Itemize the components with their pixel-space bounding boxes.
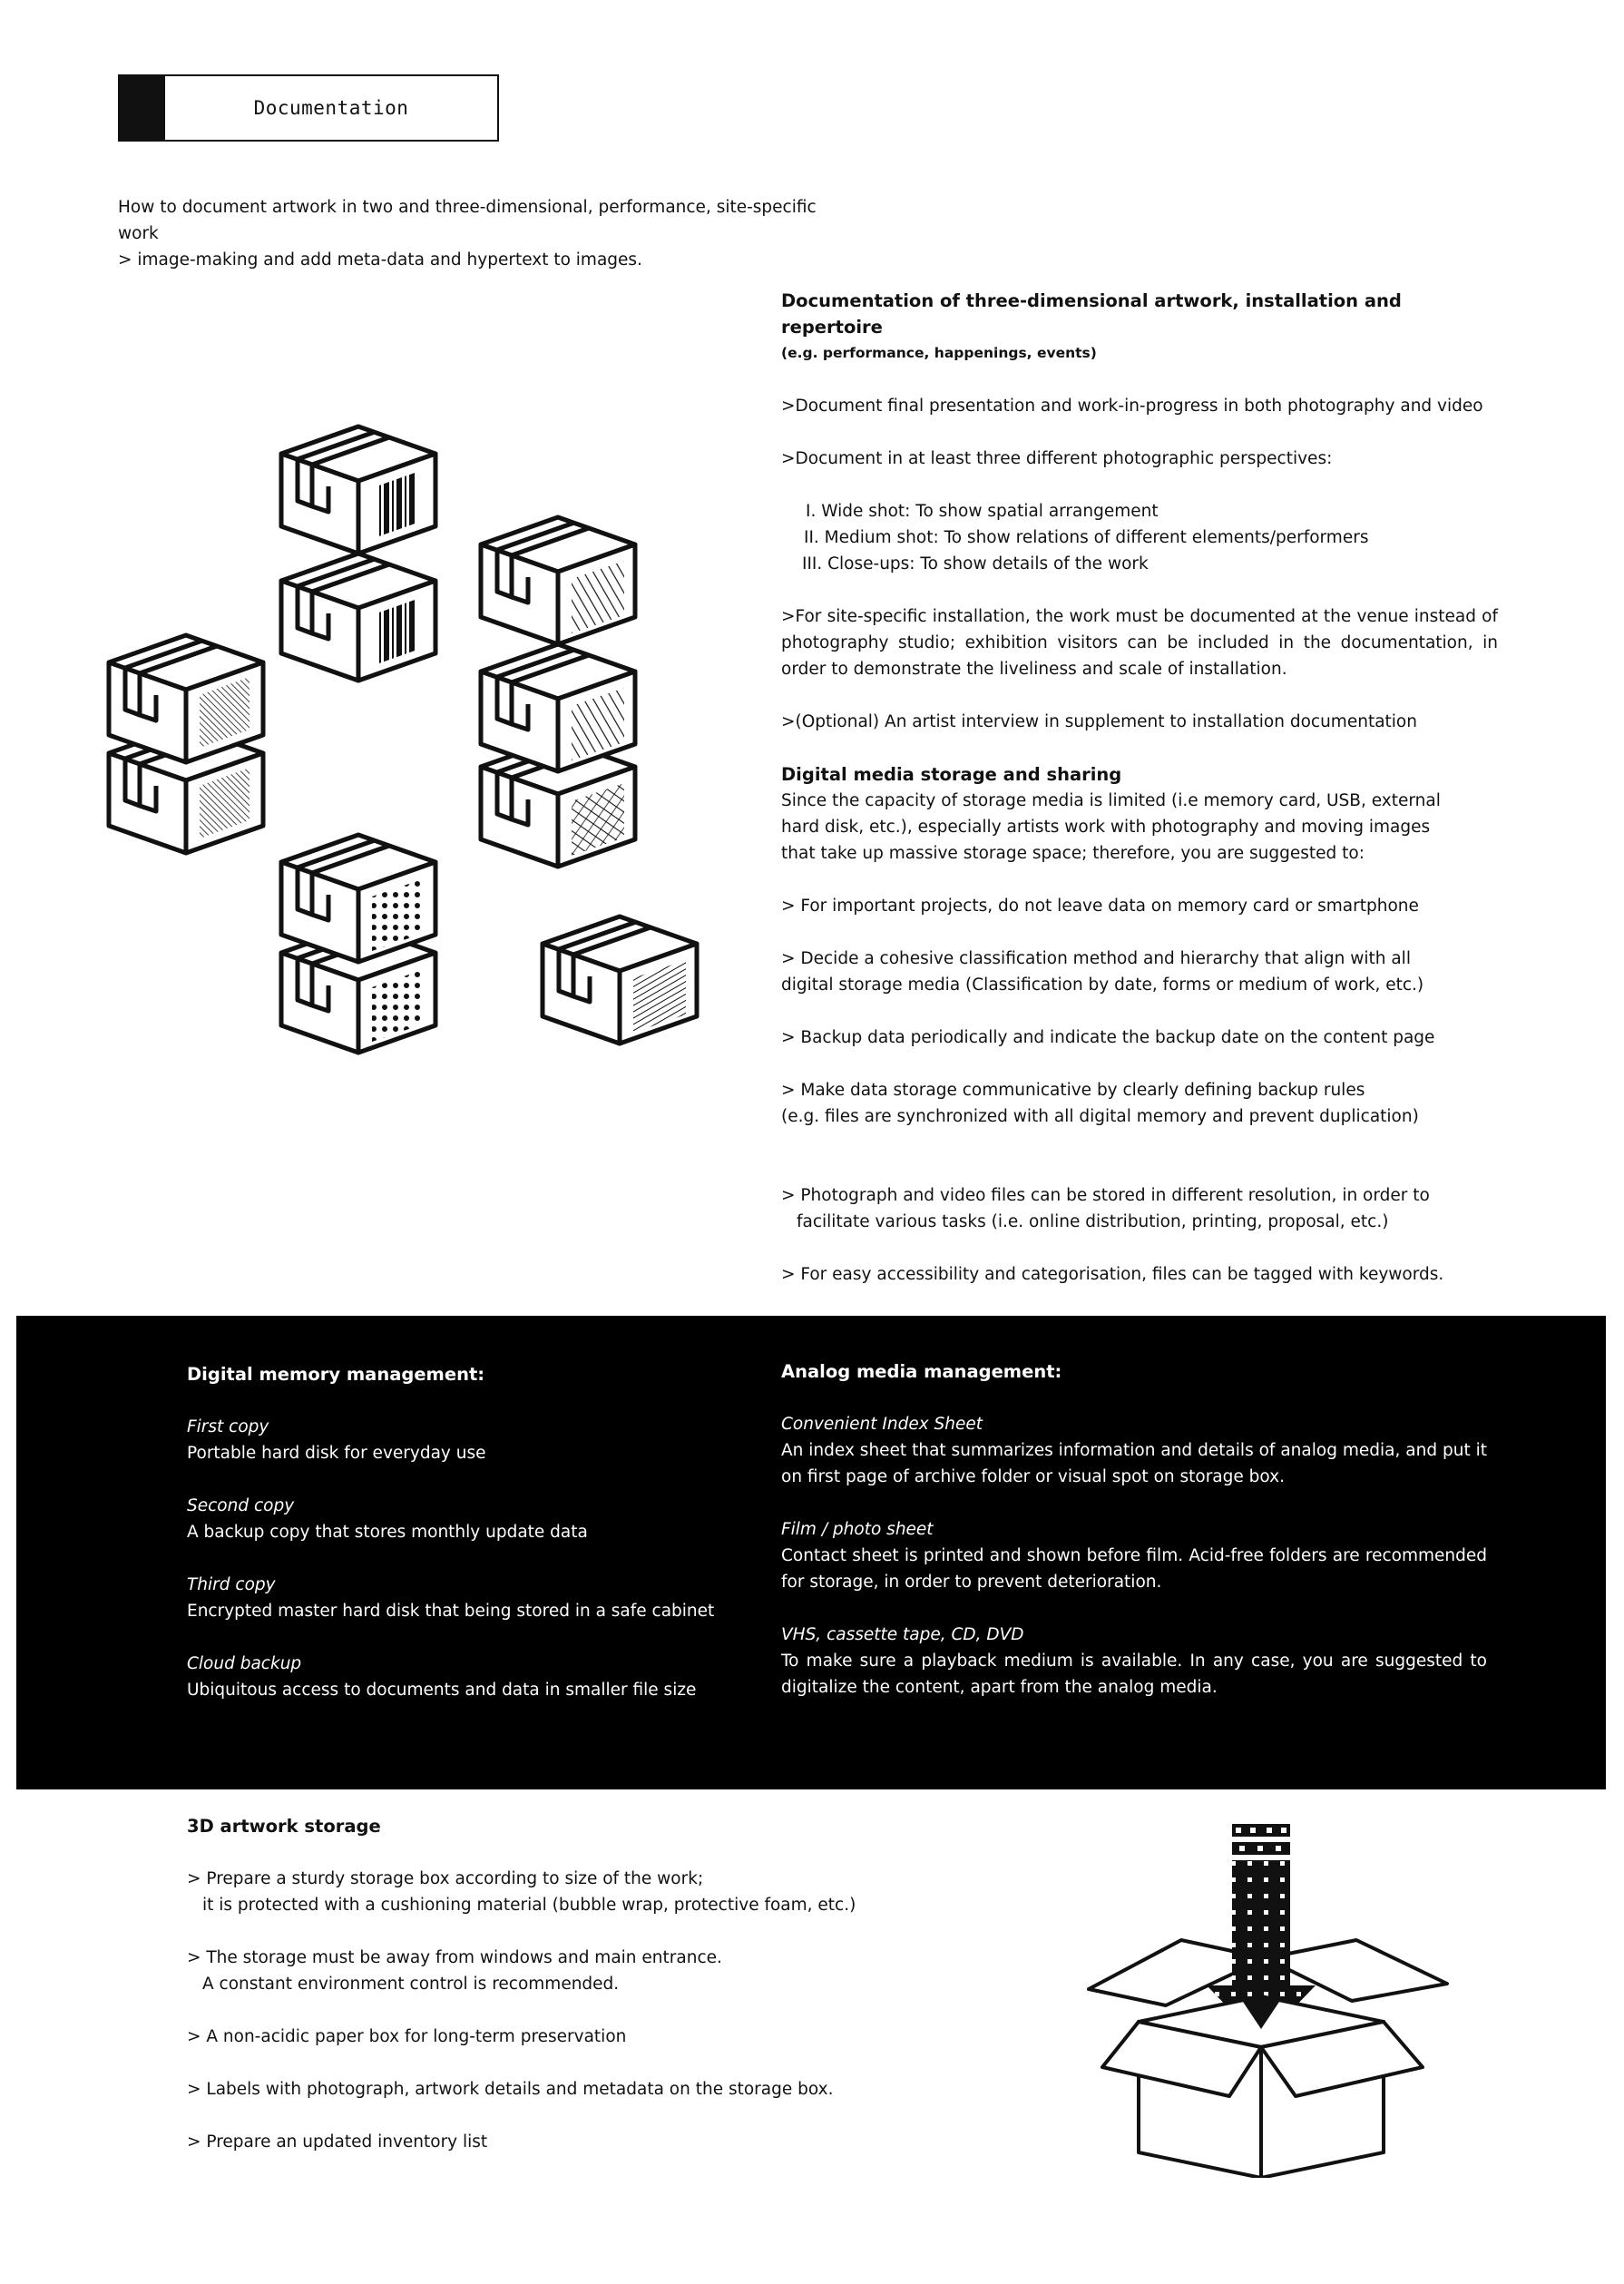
storage-point-1a: > Prepare a sturdy storage box according to size of the work; xyxy=(187,1869,704,1888)
digital-storage-intro: that take up massive storage space; therefore, you are suggested to: xyxy=(781,844,1365,863)
memory-item-desc: A backup copy that stores monthly update data xyxy=(187,1523,588,1542)
digital-storage-point-1: > For important projects, do not leave data on memory card or smartphone xyxy=(781,897,1419,916)
three-d-point-1: >Document final presentation and work-in-progress in both photography and video xyxy=(781,397,1483,416)
three-d-point-4: >(Optional) An artist interview in supplement to installation documentation xyxy=(781,712,1417,731)
memory-item-desc: Portable hard disk for everyday use xyxy=(187,1444,486,1463)
three-d-subheading: (e.g. performance, happenings, events) xyxy=(781,345,1097,361)
analog-item-title: Convenient Index Sheet xyxy=(781,1415,983,1434)
memory-item-title: Third copy xyxy=(187,1575,276,1594)
storage-point-1b: it is protected with a cushioning material (bubble wrap, protective foam, etc.) xyxy=(202,1896,856,1915)
digital-storage-point-2a: > Decide a cohesive classification method and hierarchy that align with all xyxy=(781,949,1411,968)
memory-item-desc: Ubiquitous access to documents and data in smaller file size xyxy=(187,1681,697,1700)
three-d-point-3: >For site-specific installation, the work must be documented at the venue instead of photography studio; exhibition visitors can be included in the documentation, in order to demonstrate the liveliness and scale of installation. xyxy=(781,607,1498,679)
intro-line-2: > image-making and add meta-data and hypertext to images. xyxy=(118,250,642,270)
analog-item-title: VHS, cassette tape, CD, DVD xyxy=(781,1625,1024,1644)
storage-point-4: > Labels with photograph, artwork details and metadata on the storage box. xyxy=(187,2080,834,2099)
analog-item-desc: Contact sheet is printed and shown before film. Acid-free folders are recommended for storage, in order to prevent deterioration. xyxy=(781,1546,1487,1592)
intro-text xyxy=(118,194,862,273)
shot-item: I. Wide shot: To show spatial arrangement xyxy=(806,502,1159,521)
digital-storage-intro: Since the capacity of storage media is limited (i.e memory card, USB, external xyxy=(781,791,1441,810)
memory-item-desc: Encrypted master hard disk that being stored in a safe cabinet xyxy=(187,1602,715,1621)
digital-storage-point-5b: facilitate various tasks (i.e. online distribution, printing, proposal, etc.) xyxy=(797,1212,1389,1231)
section-label xyxy=(118,74,499,142)
digital-storage-point-3: > Backup data periodically and indicate the backup date on the content page xyxy=(781,1028,1435,1047)
three-d-section xyxy=(781,288,1498,1288)
three-d-point-2: >Document in at least three different photographic perspectives: xyxy=(781,449,1333,468)
storage-3d-section xyxy=(187,1813,895,2155)
memory-item-title: Cloud backup xyxy=(187,1654,302,1673)
digital-storage-point-5a: > Photograph and video files can be stored in different resolution, in order to xyxy=(781,1186,1430,1205)
storage-point-3: > A non-acidic paper box for long-term preservation xyxy=(187,2027,627,2046)
label-black-tab xyxy=(120,76,165,140)
section-label-text: Documentation xyxy=(253,97,409,119)
digital-storage-point-2b: digital storage media (Classification by date, forms or medium of work, etc.) xyxy=(781,975,1424,995)
analog-section xyxy=(781,1358,1487,1701)
storage-point-2b: A constant environment control is recommended. xyxy=(202,1975,620,1994)
digital-storage-point-4b: (e.g. files are synchronized with all digital memory and prevent duplication) xyxy=(781,1107,1419,1126)
digital-memory-heading: Digital memory management: xyxy=(187,1364,485,1385)
analog-item-desc: To make sure a playback medium is available. In any case, you are suggested to digitalize the content, apart from the analog media. xyxy=(781,1652,1487,1697)
digital-storage-intro: hard disk, etc.), especially artists work with photography and moving images xyxy=(781,818,1431,837)
intro-line-1: How to document artwork in two and three-dimensional, performance, site-specific work xyxy=(118,198,817,243)
open-box-arrow-icon xyxy=(1080,1824,1461,2178)
analog-item-title: Film / photo sheet xyxy=(781,1520,934,1539)
shot-item: II. Medium shot: To show relations of different elements/performers xyxy=(804,528,1369,547)
storage-point-5: > Prepare an updated inventory list xyxy=(187,2132,488,2152)
analog-heading: Analog media management: xyxy=(781,1361,1062,1382)
digital-memory-section xyxy=(187,1361,749,1703)
memory-item-title: First copy xyxy=(187,1417,269,1436)
digital-storage-heading: Digital media storage and sharing xyxy=(781,764,1122,785)
three-d-heading: Documentation of three-dimensional artwork, installation and repertoire xyxy=(781,290,1402,338)
storage-point-2a: > The storage must be away from windows and main entrance. xyxy=(187,1948,722,1967)
shot-item: III. Close-ups: To show details of the work xyxy=(802,554,1149,573)
digital-storage-point-4a: > Make data storage communicative by clearly defining backup rules xyxy=(781,1081,1365,1100)
memory-item-title: Second copy xyxy=(187,1496,295,1515)
analog-item-desc: An index sheet that summarizes information and details of analog media, and put it on first page of archive folder or visual spot on storage box. xyxy=(781,1441,1487,1486)
storage-3d-heading: 3D artwork storage xyxy=(187,1816,381,1837)
digital-storage-point-6: > For easy accessibility and categorisation, files can be tagged with keywords. xyxy=(781,1265,1444,1284)
box-stack-icon xyxy=(100,417,717,1089)
